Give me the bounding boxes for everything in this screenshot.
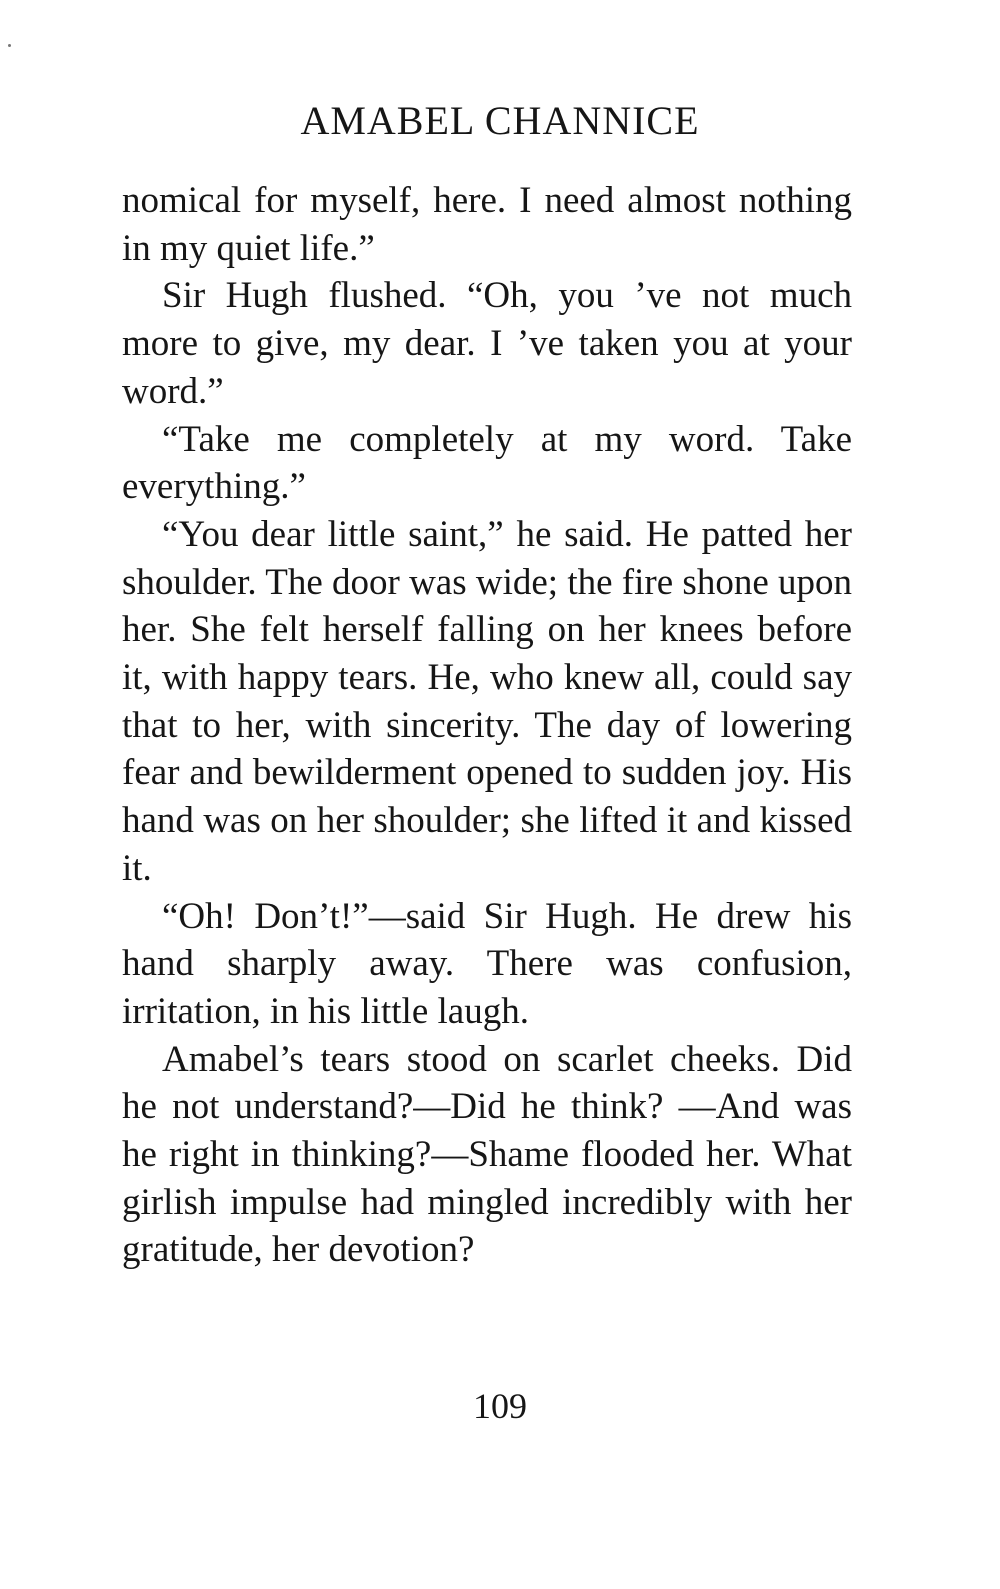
paragraph: Sir Hugh flushed. “Oh, you ’ve not much more to give, my dear. I ’ve taken you at your word.” (122, 275, 852, 412)
paragraph-continued: nomical for myself, here. I need almost nothing in my quiet life.” (122, 180, 852, 269)
paragraph: “Take me completely at my word. Take everything.” (122, 418, 852, 508)
body-text (122, 177, 852, 1274)
scan-speck (8, 44, 11, 47)
paragraph: Amabel’s tears stood on scarlet cheeks. Did he not understand?—Did he think? —And was he right in thinking?—Shame flooded her. What girlish impulse had mingled incredibly with her gratitude, her devotion? (122, 1038, 852, 1271)
paragraph: “Oh! Don’t!”—said Sir Hugh. He drew his hand sharply away. There was confusion, irritation, in his little laugh. (122, 895, 852, 1032)
running-title: AMABEL CHANNICE (300, 98, 700, 143)
paragraph: “You dear little saint,” he said. He patted her shoulder. The door was wide; the fire shone upon her. She felt herself falling on her knees before it, with happy tears. He, who knew all, could say that to her, with sincerity. The day of lowering fear and bewilderment opened to sudden joy. His hand was on her shoulder; she lifted it and kissed it. (122, 513, 852, 889)
page-number: 109 (473, 1386, 527, 1426)
